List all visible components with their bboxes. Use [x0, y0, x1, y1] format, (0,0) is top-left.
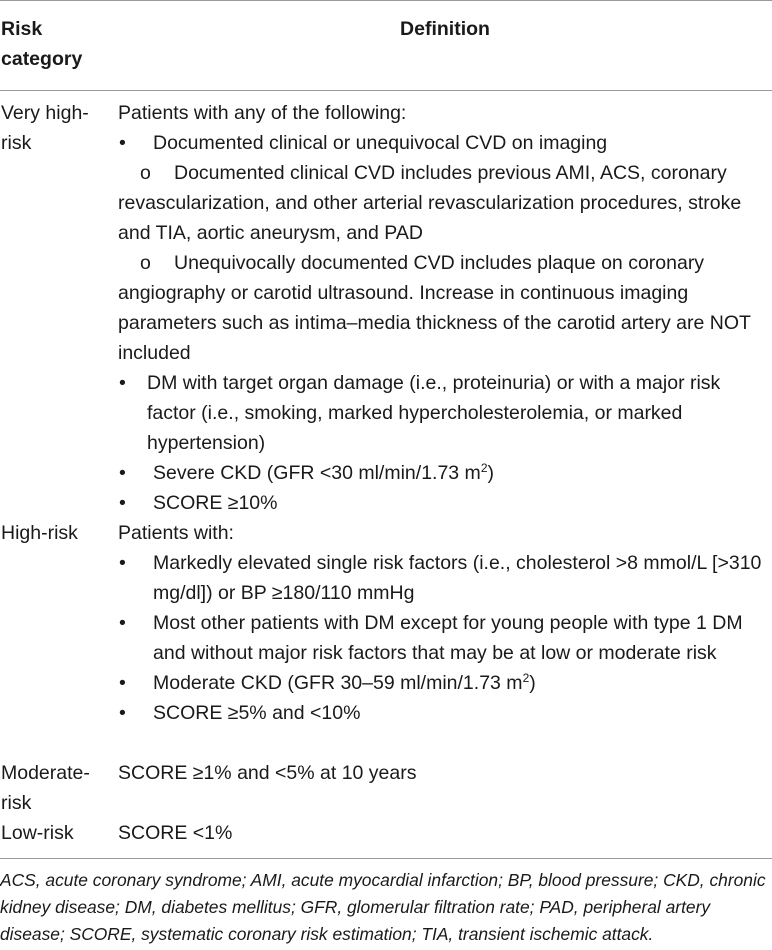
definition-very-high-risk	[118, 98, 772, 518]
sub-list-item	[118, 248, 772, 368]
definition-low-risk: SCORE <1%	[118, 822, 233, 844]
bullet-marker: •	[119, 612, 126, 634]
list-item-text-main: Severe CKD (GFR <30 ml/min/1.73 m	[153, 462, 481, 484]
sub-marker: o	[140, 252, 151, 274]
list-item-text: Documented clinical or unequivocal CVD on imaging	[153, 132, 608, 154]
list-item-text-end: )	[529, 672, 536, 694]
list-item	[118, 698, 772, 728]
bullet-marker: •	[119, 672, 126, 694]
list-item-text: SCORE ≥10%	[153, 492, 278, 514]
bullet-marker: •	[119, 702, 126, 724]
sub-list-item-text: Documented clinical CVD includes previous AMI, ACS, coronary revascularization, and other arterial revascularization procedures, stroke and TIA, aortic aneurysm, and PAD	[118, 162, 742, 244]
list-item-text: Most other patients with DM except for young people with type 1 DM and without major risk factors that may be at low or moderate risk	[153, 612, 743, 664]
bullet-marker: •	[119, 132, 126, 154]
list-item	[118, 608, 772, 668]
very-high-intro: Patients with any of the following:	[118, 102, 407, 124]
table-footnote: ACS, acute coronary syndrome; AMI, acute myocardial infarction; BP, blood pressure; CKD, chronic kidney disease; DM, diabetes mellitus; GFR, glomerular filtration rate; PAD, peripheral artery disease; SCORE, systematic coronary risk estimation; TIA, transient ischemic attack.	[0, 870, 766, 944]
list-item	[118, 458, 772, 488]
list-item	[118, 128, 772, 158]
list-item	[118, 488, 772, 518]
category-moderate-risk: Moderate-risk	[1, 762, 90, 814]
list-item	[118, 548, 772, 608]
list-item-text: DM with target organ damage (i.e., proteinuria) or with a major risk factor (i.e., smoking, marked hypercholesterolemia, or marked hypertension)	[147, 372, 721, 454]
category-very-high-risk: Very high-risk	[1, 102, 89, 154]
definition-moderate-risk: SCORE ≥1% and <5% at 10 years	[118, 762, 417, 784]
table-top-rule	[0, 0, 772, 1]
sub-list-item	[118, 158, 772, 248]
sub-list-item-text: Unequivocally documented CVD includes plaque on coronary angiography or carotid ultrasound. Increase in continuous imaging parameters such as intima–media thickness of the carotid artery are NOT included	[118, 252, 751, 364]
header-risk-category: Risk category	[1, 18, 83, 70]
high-intro: Patients with:	[118, 522, 234, 544]
header-rule	[0, 90, 772, 91]
bullet-marker: •	[119, 372, 126, 394]
list-item	[118, 668, 772, 698]
table-bottom-rule	[0, 858, 772, 859]
header-definition: Definition	[400, 18, 490, 40]
list-item-text: SCORE ≥5% and <10%	[153, 702, 361, 724]
list-item	[118, 368, 772, 458]
list-item-text-end: )	[487, 462, 494, 484]
bullet-marker: •	[119, 492, 126, 514]
category-low-risk: Low-risk	[1, 822, 74, 844]
superscript: 2	[480, 461, 488, 475]
sub-marker: o	[140, 162, 151, 184]
bullet-marker: •	[119, 552, 126, 574]
category-high-risk: High-risk	[1, 522, 78, 544]
list-item-text-main: Moderate CKD (GFR 30–59 ml/min/1.73 m	[153, 672, 523, 694]
list-item-text	[153, 458, 494, 488]
superscript: 2	[522, 671, 530, 685]
bullet-marker: •	[119, 462, 126, 484]
list-item-text	[153, 668, 536, 698]
list-item-text: Markedly elevated single risk factors (i.e., cholesterol >8 mmol/L [>310 mg/dl]) or BP ≥180/110 mmHg	[153, 552, 762, 604]
definition-high-risk	[118, 518, 772, 728]
